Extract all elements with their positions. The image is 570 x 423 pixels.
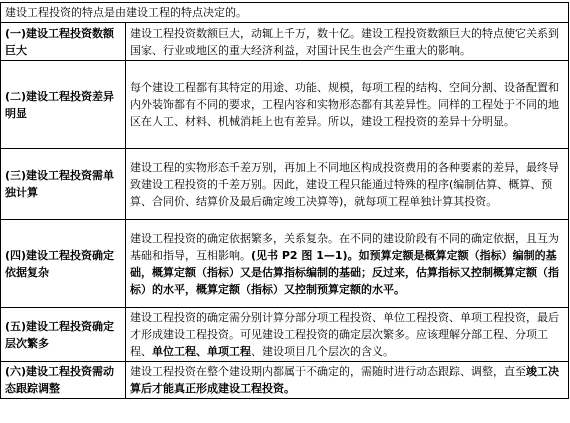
row-body: 建设工程投资数额巨大，动辄上千万，数十亿。建设工程投资数额巨大的特点使它关系到国家、行业或地区的重大经济利益，对国计民生也会产生重大的影响。 bbox=[126, 23, 569, 61]
row-body bbox=[126, 308, 569, 362]
investment-characteristics-table bbox=[0, 2, 569, 399]
table-row bbox=[1, 220, 569, 308]
table-row bbox=[1, 308, 569, 362]
row-body-bold: 单位工程、单项工程 bbox=[152, 345, 251, 358]
table-row bbox=[1, 362, 569, 399]
row-title: (三)建设工程投资需单独计算 bbox=[1, 149, 126, 220]
row-body-plain: 建设工程投资的确定需分别计算分部分项工程投资、单位工程投资、单项工程投资，最后才形成建设工程投资。可见建设工程投资的确定层次繁多。应该理解分部工程、分项工程、 bbox=[130, 311, 559, 358]
row-body-bold: 竣工决算后才能真正形成建设工程投资。 bbox=[130, 365, 559, 395]
table-row bbox=[1, 61, 569, 149]
row-title: (五)建设工程投资确定层次繁多 bbox=[1, 308, 126, 362]
row-body-plain: 建设工程投资的确定依据繁多，关系复杂。在不同的建设阶段有不同的确定依据，且互为基础和指导，互相影响。 bbox=[130, 231, 559, 262]
table-row bbox=[1, 23, 569, 61]
table-header-text: 建设工程投资的特点是由建设工程的特点决定的。 bbox=[1, 3, 569, 23]
row-title: (六)建设工程投资需动态跟踪调整 bbox=[1, 362, 126, 399]
table-row bbox=[1, 149, 569, 220]
row-body-bold: (见书 P2 图 1—1)。如预算定额是概算定额（指标）编制的基础，概算定额（指标）又是估算指标编制的基础；反过来，估算指标又控制概算定额（指标）的水平，概算定额（指标）又控制预算定额的水平。 bbox=[130, 248, 559, 296]
row-body-tail: 、建设项目几个层次的含义。 bbox=[251, 345, 394, 358]
row-title: (四)建设工程投资确定依据复杂 bbox=[1, 220, 126, 308]
row-body bbox=[126, 362, 569, 399]
row-body: 建设工程的实物形态千差万别，再加上不同地区构成投资费用的各种要素的差异，最终导致建设工程投资的千差万别。因此，建设工程只能通过特殊的程序(编制估算、概算、预算、合同价、结算价及最后确定竣工决算等)，就每项工程单独计算其投资。 bbox=[126, 149, 569, 220]
row-body-plain: 建设工程投资在整个建设期内都属于不确定的，需随时进行动态跟踪、调整，直至 bbox=[130, 365, 526, 378]
table-header-row bbox=[1, 3, 569, 23]
row-body bbox=[126, 220, 569, 308]
row-title: (一)建设工程投资数额巨大 bbox=[1, 23, 126, 61]
row-title: (二)建设工程投资差异明显 bbox=[1, 61, 126, 149]
row-body: 每个建设工程都有其特定的用途、功能、规模，每项工程的结构、空间分割、设备配置和内外装饰都有不同的要求，工程内容和实物形态都有其差异性。同样的工程处于不同的地区在人工、材料、机械消耗上也有差异。所以，建设工程投资的差异十分明显。 bbox=[126, 61, 569, 149]
